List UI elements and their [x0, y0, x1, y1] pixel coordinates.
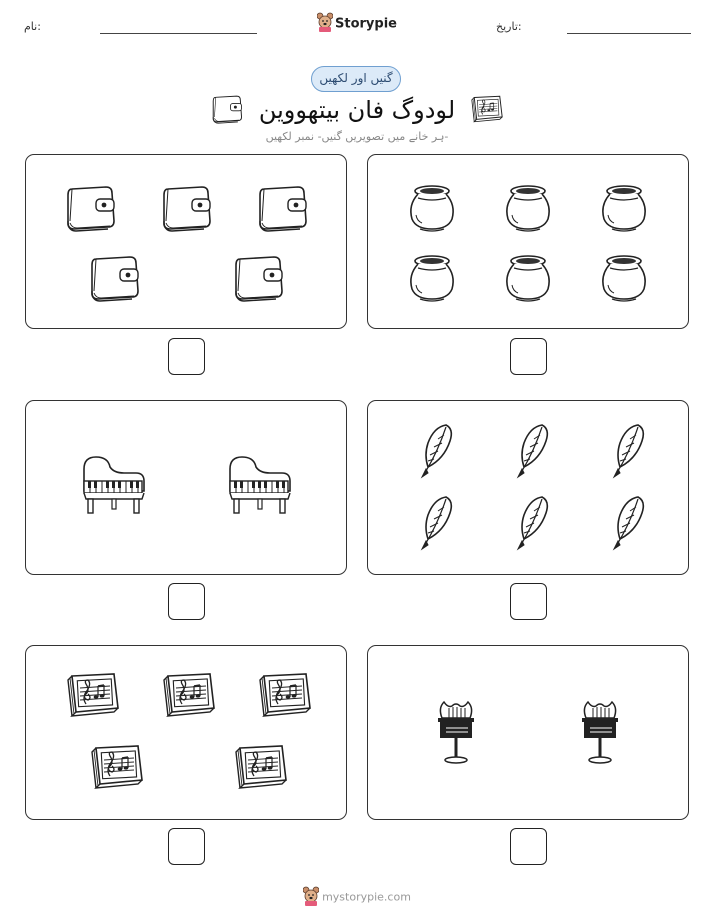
footer-url[interactable]: mystorypie.com — [322, 890, 411, 904]
music-book-icon — [164, 674, 214, 716]
answer-box-quills[interactable] — [510, 583, 547, 620]
wallet-icon — [92, 257, 138, 301]
music-book-icon — [92, 746, 142, 788]
lyre-stand-icon — [582, 702, 618, 763]
answer-box-pianos[interactable] — [168, 583, 205, 620]
quill-icon — [422, 425, 451, 477]
quill-icon — [518, 425, 547, 477]
date-line[interactable] — [567, 33, 691, 34]
piano-icon — [84, 457, 144, 513]
task-badge: گنیں اور لکھیں — [311, 66, 401, 92]
music-book-icon — [236, 746, 286, 788]
date-label: تاریخ: — [496, 20, 522, 33]
name-label: نام: — [24, 20, 41, 33]
panel-quills — [367, 400, 689, 575]
lyre-stand-icon — [438, 702, 474, 763]
wallet-icon — [164, 187, 210, 231]
answer-box-pots[interactable] — [510, 338, 547, 375]
music-book-icon — [68, 674, 118, 716]
quill-icon — [614, 425, 643, 477]
quill-icon — [614, 497, 643, 549]
wallet-icon — [68, 187, 114, 231]
instructions: ہر خانے میں تصویریں گنیں- نمبر لکھیں- — [265, 130, 449, 143]
bear-logo-icon — [317, 12, 333, 36]
answer-box-wallets[interactable] — [168, 338, 205, 375]
music-book-icon — [260, 674, 310, 716]
footer — [0, 886, 714, 909]
piano-icon — [230, 457, 290, 513]
page-title: لودوگ فان بیتھووین — [258, 96, 456, 124]
wallet-icon — [236, 257, 282, 301]
quill-icon — [518, 497, 547, 549]
pot-icon — [411, 256, 453, 301]
pot-icon — [603, 256, 645, 301]
bear-footer-icon — [303, 886, 319, 909]
pot-icon — [507, 256, 549, 301]
music-book-title-icon — [470, 92, 504, 126]
panel-wallets — [25, 154, 347, 329]
panel-music-books — [25, 645, 347, 820]
answer-box-music-books[interactable] — [168, 828, 205, 865]
pot-icon — [507, 186, 549, 231]
panel-pots — [367, 154, 689, 329]
panel-pianos — [25, 400, 347, 575]
quill-icon — [422, 497, 451, 549]
answer-box-lyre-stands[interactable] — [510, 828, 547, 865]
panel-lyre-stands — [367, 645, 689, 820]
pot-icon — [411, 186, 453, 231]
wallet-icon — [260, 187, 306, 231]
pot-icon — [603, 186, 645, 231]
brand-name: Storypie — [335, 16, 397, 32]
